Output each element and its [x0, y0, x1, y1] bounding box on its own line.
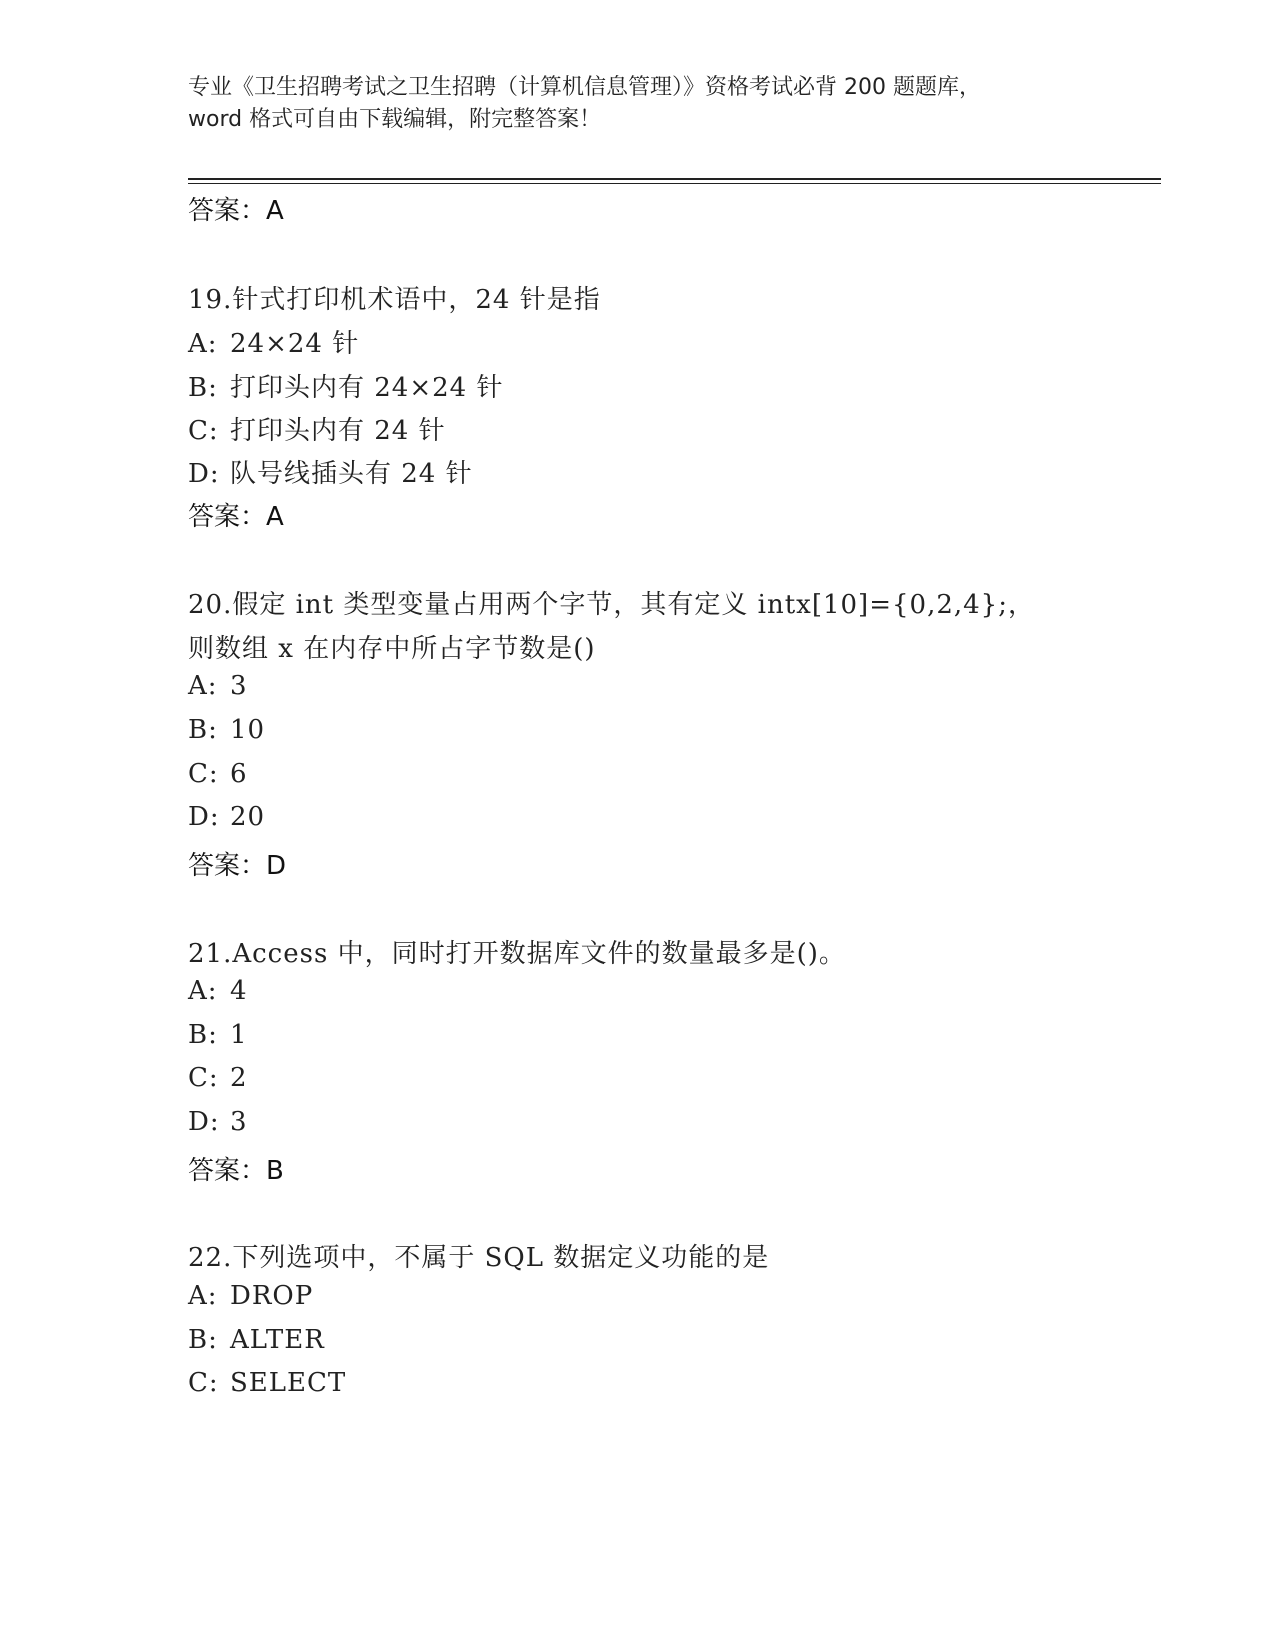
option-label: A:	[188, 671, 218, 701]
option-text: 3	[230, 1107, 248, 1137]
option-text: 2	[230, 1063, 248, 1093]
option-text: 队号线插头有 24 针	[230, 459, 473, 489]
option-label: C:	[188, 1368, 219, 1398]
header-line-2: word 格式可自由下载编辑，附完整答案！	[188, 107, 602, 132]
option-d	[188, 1107, 248, 1137]
option-a	[188, 1281, 313, 1311]
option-text: 打印头内有 24 针	[230, 416, 446, 446]
option-text: 10	[230, 715, 266, 745]
option-text: DROP	[230, 1281, 314, 1311]
answer-line: 答案：B	[188, 1156, 284, 1186]
option-d	[188, 802, 265, 832]
option-label: C:	[188, 416, 219, 446]
option-c	[188, 1063, 248, 1093]
option-text: 20	[230, 802, 266, 832]
option-text: 打印头内有 24×24 针	[230, 373, 504, 403]
option-c	[188, 1368, 346, 1398]
header-rule-secondary	[188, 183, 1161, 184]
option-label: D:	[188, 459, 220, 489]
header-rule	[188, 178, 1161, 180]
option-c	[188, 410, 446, 447]
option-text: 3	[230, 671, 248, 701]
option-a	[188, 323, 359, 360]
option-b	[188, 1020, 248, 1050]
header-line-1: 专业《卫生招聘考试之卫生招聘（计算机信息管理）》资格考试必背 200 题题库，	[188, 75, 981, 100]
answer-line: 答案：D	[188, 851, 287, 881]
option-b	[188, 1325, 325, 1355]
question-stem: 21.Access 中，同时打开数据库文件的数量最多是()。	[188, 939, 846, 969]
option-text: 24×24 针	[230, 329, 360, 359]
option-label: B:	[188, 373, 218, 403]
option-label: A:	[188, 976, 218, 1006]
option-a	[188, 671, 248, 701]
question-stem: 22.下列选项中，不属于 SQL 数据定义功能的是	[188, 1243, 770, 1273]
option-text: ALTER	[230, 1325, 325, 1355]
option-label: A:	[188, 1281, 218, 1311]
option-text: SELECT	[230, 1368, 347, 1398]
option-label: D:	[188, 1107, 220, 1137]
question-stem: 19.针式打印机术语中，24 针是指	[188, 285, 601, 315]
question-stem-continued: 则数组 x 在内存中所占字节数是()	[188, 634, 596, 664]
question-stem: 20.假定 int 类型变量占用两个字节，其有定义 intx[10]={0,2,4};，	[188, 590, 1035, 620]
option-b	[188, 715, 265, 745]
option-a	[188, 976, 248, 1006]
option-label: C:	[188, 1063, 219, 1093]
answer-line: 答案：A	[188, 196, 284, 226]
option-label: D:	[188, 802, 220, 832]
option-c	[188, 759, 248, 789]
option-b	[188, 367, 503, 404]
option-text: 6	[230, 759, 248, 789]
option-label: B:	[188, 1020, 218, 1050]
option-label: C:	[188, 759, 219, 789]
option-label: B:	[188, 715, 218, 745]
answer-line: 答案：A	[188, 502, 284, 532]
option-text: 4	[230, 976, 248, 1006]
option-text: 1	[230, 1020, 248, 1050]
option-d	[188, 453, 473, 490]
option-label: A:	[188, 329, 218, 359]
page-header	[188, 72, 1088, 136]
option-label: B:	[188, 1325, 218, 1355]
